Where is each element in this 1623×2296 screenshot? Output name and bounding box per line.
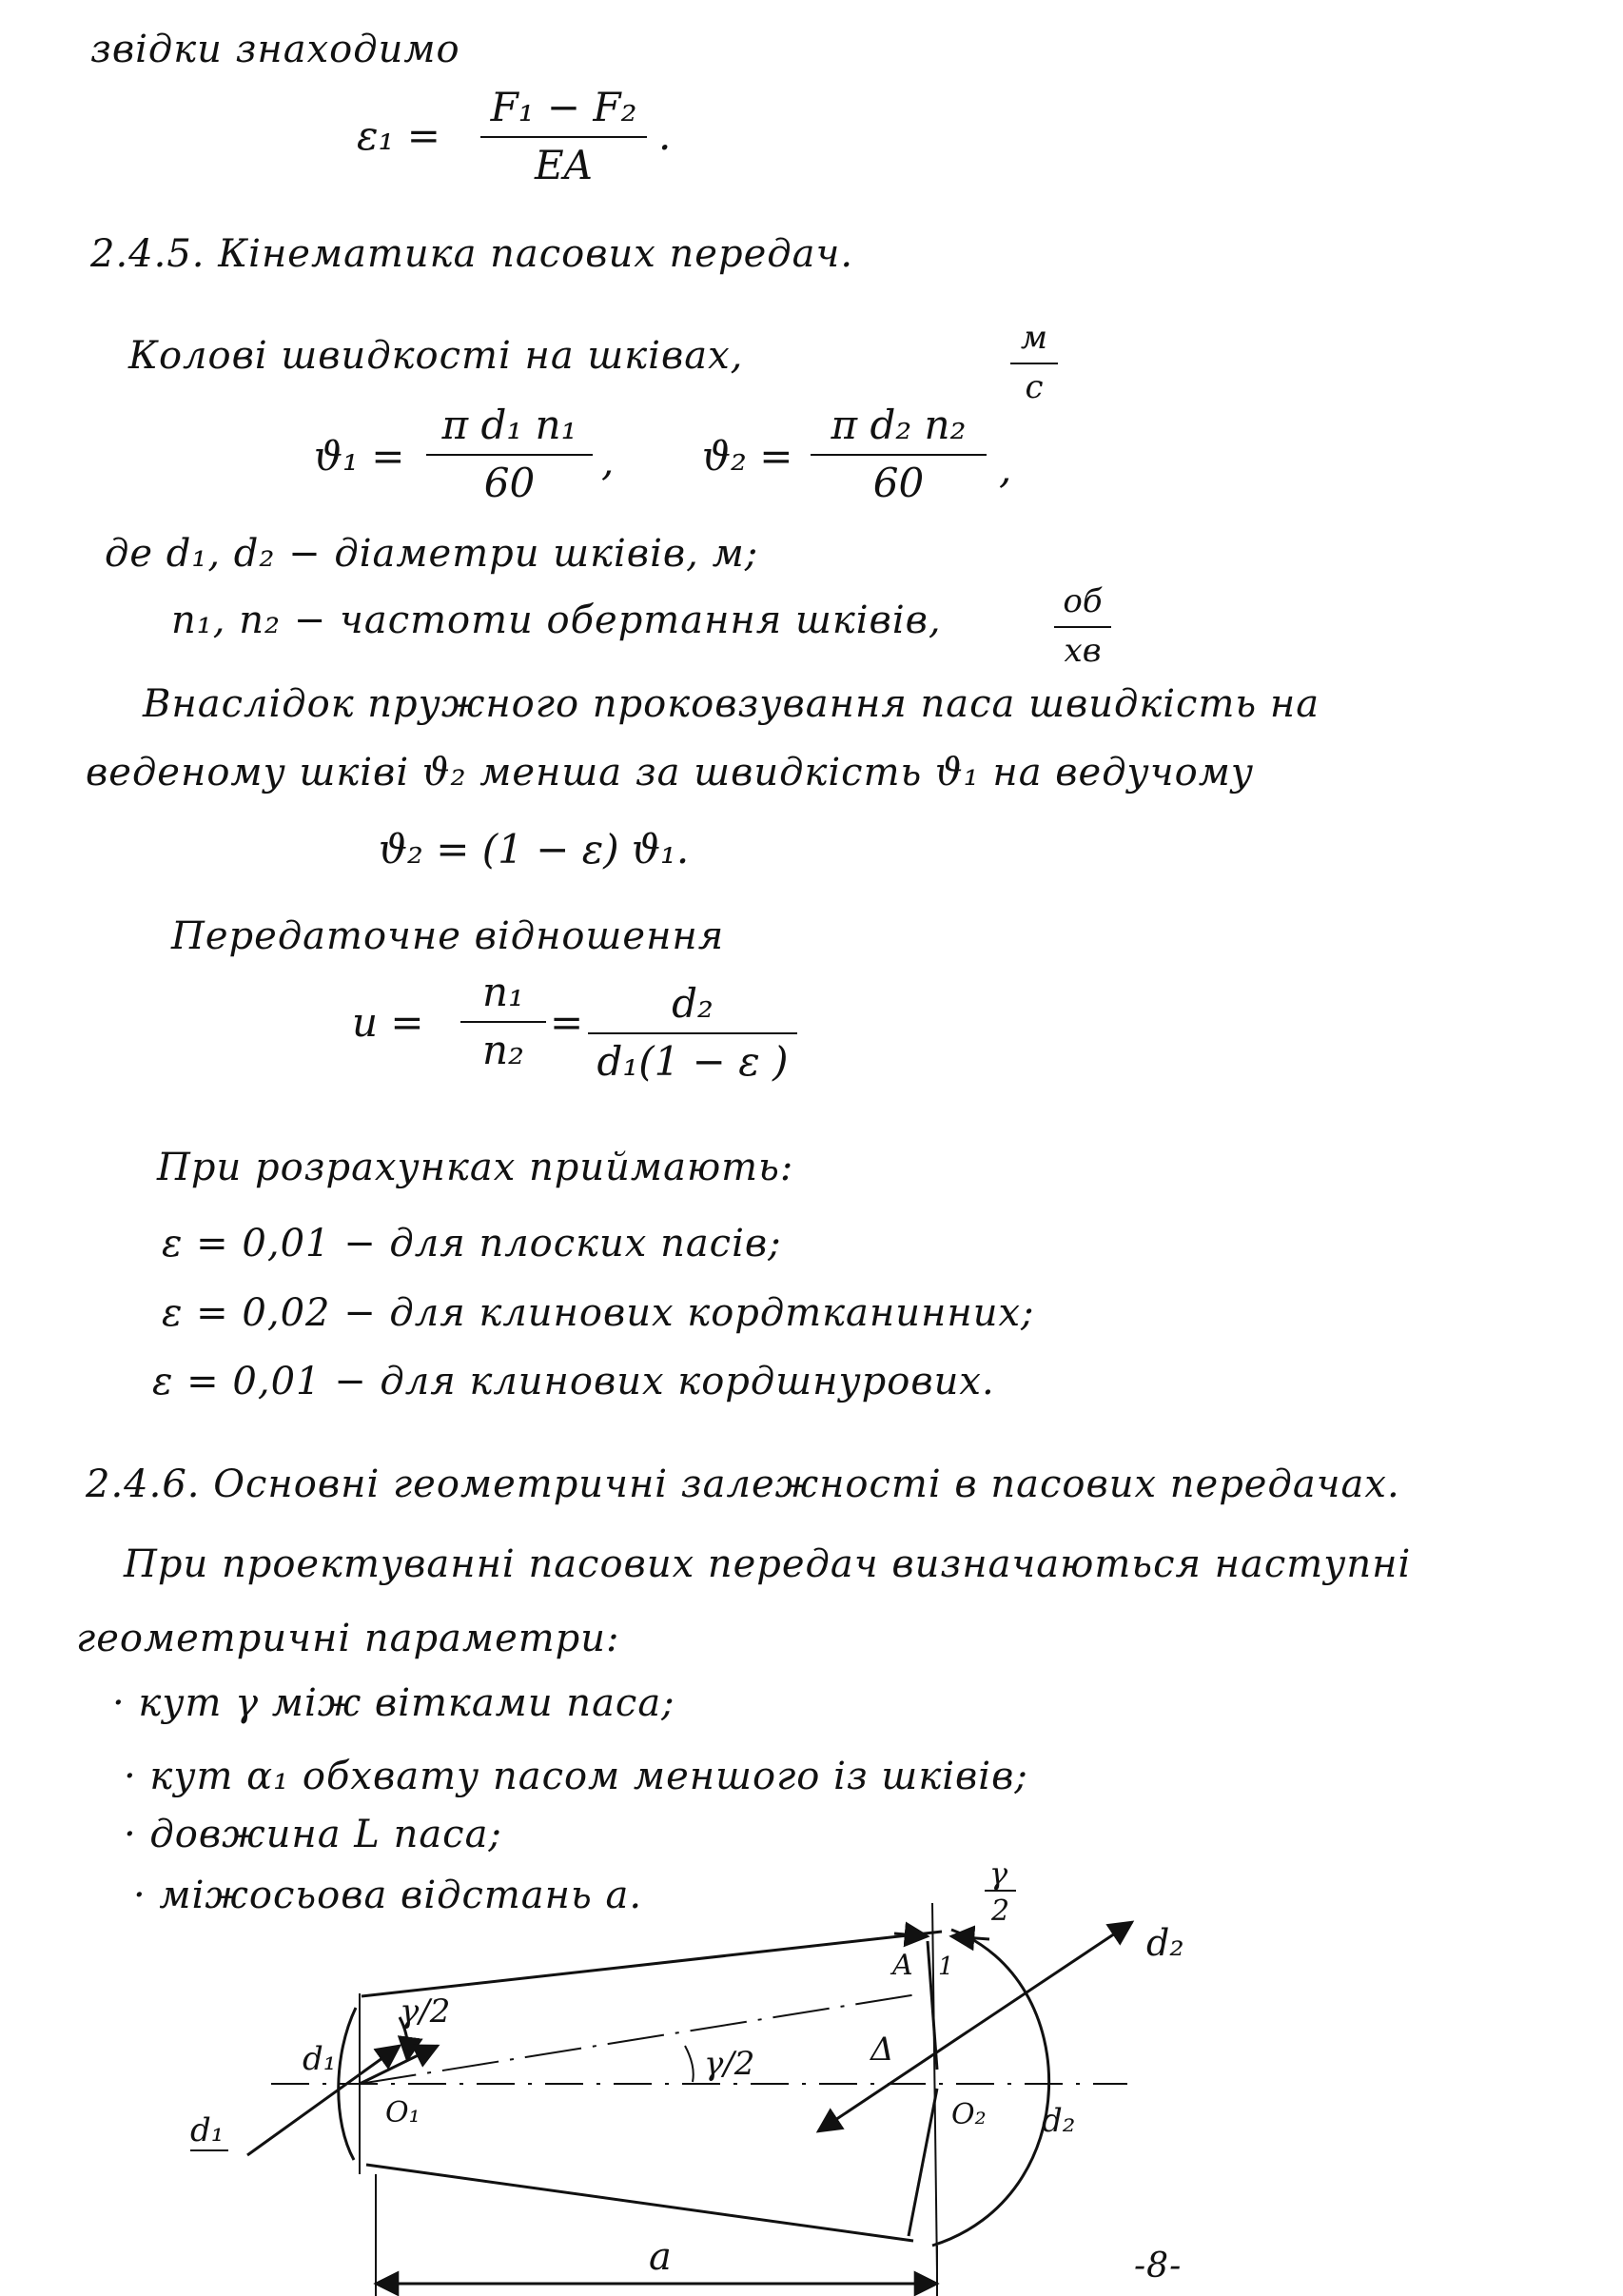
label-o1: O₁: [385, 2096, 420, 2129]
gamma-mid-arc: [685, 2046, 694, 2082]
label-d1-left: d₁: [303, 2040, 337, 2078]
geom-item-3: · довжина L паса;: [124, 1813, 502, 1856]
section-heading-245: 2.4.5. Кінематика пасових передач.: [90, 232, 854, 276]
label-gamma2-left: γ/2: [400, 1992, 451, 2031]
gamma-top-arrow-left: [894, 1933, 928, 1936]
v2-fraction: [811, 402, 987, 506]
where-line-2: n₁, n₂ − частоти обертання шківів,: [171, 599, 942, 642]
page-number: -8-: [1134, 2247, 1183, 2286]
v1-fraction: [426, 402, 593, 506]
u-num2: d₂: [588, 980, 797, 1034]
line-o1-a: [360, 1993, 923, 2084]
eq1-end: .: [658, 112, 672, 159]
large-pulley-radius-upper: [928, 1941, 937, 2070]
geom-line-2: геометричні параметри:: [76, 1617, 620, 1660]
rpm-unit: [1054, 582, 1111, 670]
v1-lhs: ϑ₁ =: [314, 433, 405, 480]
geom-line-1: При проектуванні пасових передач визначаються наступні: [124, 1542, 1412, 1586]
eq1-denominator: EA: [535, 142, 593, 188]
label-one: 1: [938, 1953, 954, 1981]
slip-line-2: веденому шківі ϑ₂ менша за швидкість ϑ₁ на ведучому: [86, 751, 1255, 795]
label-delta: Δ: [870, 2031, 894, 2069]
belt-upper: [362, 1932, 942, 1996]
eq1-numerator: F₁ − F₂: [480, 84, 647, 138]
eq1-lhs: ε₁ =: [357, 112, 440, 159]
large-pulley-radius-lower: [909, 2089, 937, 2236]
rpm-unit-den: хв: [1064, 632, 1102, 670]
speeds-intro: Колові швидкості на шківах,: [128, 334, 744, 378]
label-o2: O₂: [951, 2098, 987, 2131]
slip-line-1: Внаслідок пружного проковзування паса швидкість на: [143, 682, 1320, 726]
gamma-left-arc: [400, 2017, 408, 2060]
speeds-unit: [1010, 319, 1058, 406]
u-num: n₁: [460, 969, 546, 1023]
where-line-1: де d₁, d₂ − діаметри шківів, м;: [105, 532, 759, 576]
large-pulley-arc: [932, 1930, 1049, 2246]
eps-cord-fabric: ε = 0,02 − для клинових кордтканинних;: [162, 1291, 1035, 1335]
u-den: n₂: [482, 1027, 524, 1073]
eps-cord-string: ε = 0,01 − для клинових кордшнурових.: [152, 1360, 995, 1403]
geom-item-4: · міжосьова відстань a.: [133, 1874, 643, 1917]
v2-sep: ,: [999, 445, 1012, 492]
u-eq: =: [550, 999, 584, 1046]
gamma-left-ray: [360, 2046, 438, 2084]
label-a: a: [649, 2235, 672, 2279]
d2-arrow: [818, 1922, 1132, 2131]
geom-item-1: · кут γ між вітками паса;: [112, 1681, 675, 1725]
label-d1-bottom: d₁: [190, 2111, 225, 2149]
ratio-title: Передаточне відношення: [171, 914, 725, 958]
v2-formula: ϑ₂ = (1 − ε) ϑ₁.: [379, 826, 690, 873]
o2-vertical: [932, 1903, 937, 2274]
label-gamma2-top-den: 2: [991, 1894, 1010, 1928]
rpm-unit-num: об: [1054, 582, 1111, 628]
d1-arrow: [247, 2046, 400, 2155]
label-d2-right: d₂: [1042, 2102, 1076, 2140]
v2-den: 60: [872, 460, 925, 506]
eq1-fraction: [480, 84, 647, 188]
intro-text: звідки знаходимо: [90, 28, 460, 71]
u-lhs: u =: [352, 999, 424, 1046]
u-den2: d₁(1 − ε ): [596, 1038, 789, 1085]
geom-item-2: · кут α₁ обхвату пасом меншого із шківів;: [124, 1755, 1028, 1798]
speeds-unit-den: с: [1025, 368, 1044, 406]
gamma-top-arrow-right: [951, 1936, 989, 1939]
v1-den: 60: [483, 460, 536, 506]
label-d2-top: d₂: [1146, 1922, 1184, 1964]
eps-flat: ε = 0,01 − для плоских пасів;: [162, 1222, 782, 1266]
v2-lhs: ϑ₂ =: [702, 433, 793, 480]
v1-num: π d₁ n₁: [426, 402, 593, 456]
v1-sep: ,: [601, 438, 615, 484]
belt-lower: [366, 2165, 913, 2241]
label-gamma2-top-num: γ: [989, 1855, 1008, 1892]
calc-title: При розрахунках приймають:: [157, 1146, 794, 1189]
speeds-unit-num: м: [1010, 319, 1058, 364]
v2-num: π d₂ n₂: [811, 402, 987, 456]
section-heading-246: 2.4.6. Основні геометричні залежності в пасових передачах.: [86, 1462, 1400, 1506]
label-gamma2-mid: γ/2: [704, 2045, 755, 2083]
u-fraction-1: [460, 969, 546, 1073]
small-pulley-arc: [339, 2008, 356, 2160]
label-A: A: [892, 1949, 913, 1982]
u-fraction-2: [588, 980, 797, 1085]
